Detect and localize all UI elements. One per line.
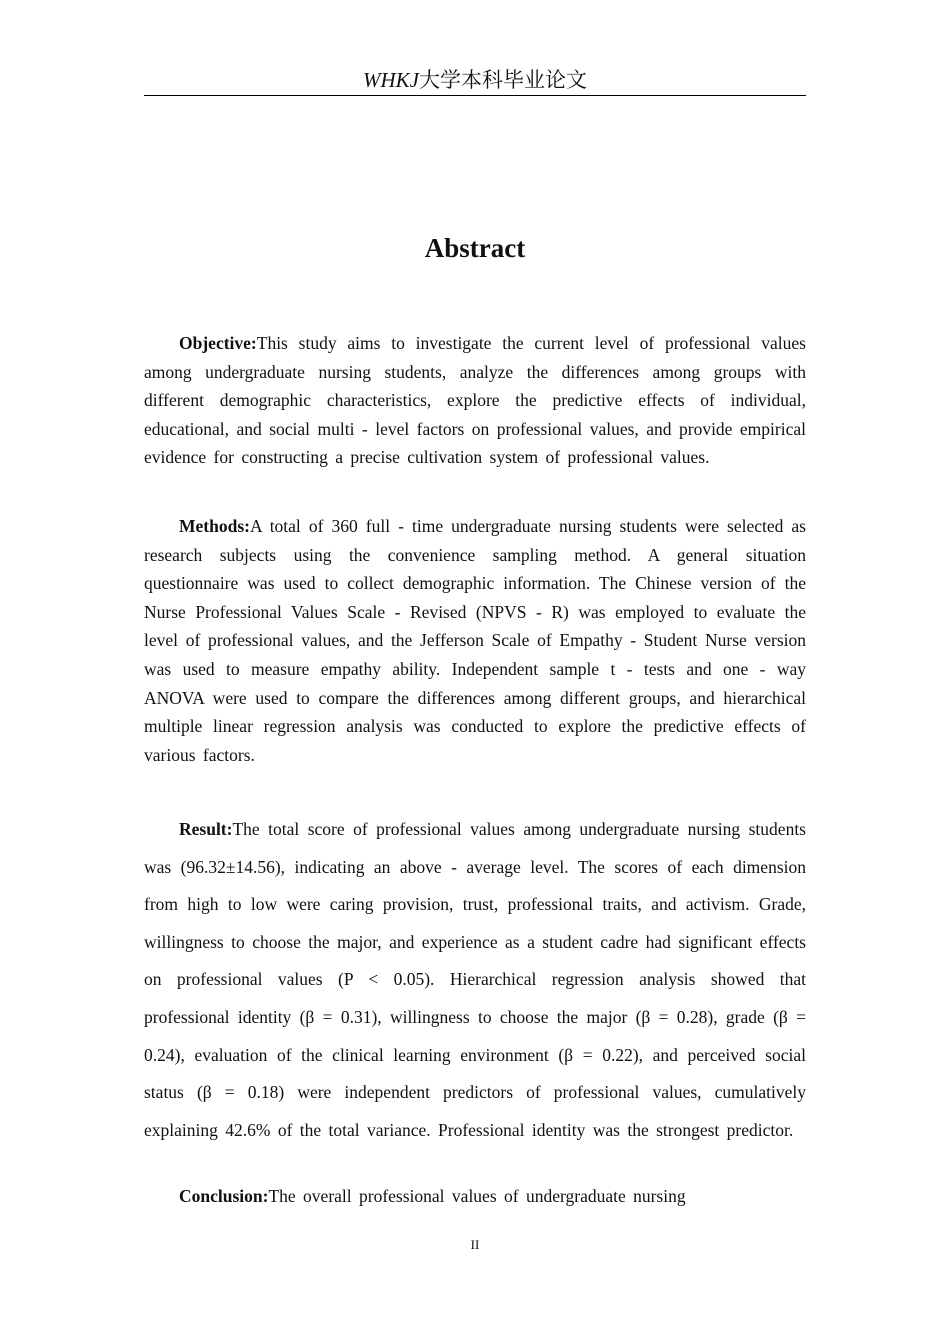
- running-header: [144, 66, 806, 94]
- objective-paragraph: [144, 329, 806, 472]
- objective-text: This study aims to investigate the current level of professional values among undergraduate nursing students, analyze the differences among groups with different demographic characteristics, explore the predictive effects of individual, educational, and social multi - level factors on professional values, and provide empirical evidence for constructing a precise cultivation system of professional values.: [144, 333, 806, 468]
- result-text: The total score of professional values among undergraduate nursing students was (96.32±14.56), indicating an above - average level. The scores of each dimension from high to low were caring provision, trust, professional traits, and activism. Grade, willingness to choose the major, and experience as a student cadre had significant effects on professional values (P < 0.05). Hierarchical regression analysis showed that professional identity (β = 0.31), willingness to choose the major (β = 0.28), grade (β = 0.24), evaluation of the clinical learning environment (β = 0.22), and perceived social status (β = 0.18) were independent predictors of professional values, cumulatively explaining 42.6% of the total variance. Professional identity was the strongest predictor.: [144, 819, 806, 1140]
- page-title: Abstract: [424, 233, 526, 263]
- conclusion-label: Conclusion:: [179, 1186, 269, 1206]
- objective-label: Objective:: [179, 333, 257, 353]
- page-number: II: [470, 1237, 480, 1252]
- header-rule: [144, 95, 806, 96]
- header-latin: WHKJ: [363, 68, 419, 92]
- methods-paragraph: [144, 512, 806, 769]
- result-label: Result:: [179, 819, 233, 839]
- conclusion-paragraph: [144, 1182, 806, 1211]
- conclusion-text: The overall professional values of undergraduate nursing: [268, 1186, 686, 1206]
- header-cjk: 大学本科毕业论文: [419, 68, 587, 92]
- result-paragraph: [144, 811, 806, 1149]
- methods-text: A total of 360 full - time undergraduate nursing students were selected as research subjects using the convenience sampling method. A general situation questionnaire was used to collect demographic information. The Chinese version of the Nurse Professional Values Scale - Revised (NPVS - R) was employed to evaluate the level of professional values, and the Jefferson Scale of Empathy - Student Nurse version was used to measure empathy ability. Independent sample t - tests and one - way ANOVA were used to compare the differences among different groups, and hierarchical multiple linear regression analysis was conducted to explore the predictive effects of various factors.: [144, 516, 806, 765]
- methods-label: Methods:: [179, 516, 250, 536]
